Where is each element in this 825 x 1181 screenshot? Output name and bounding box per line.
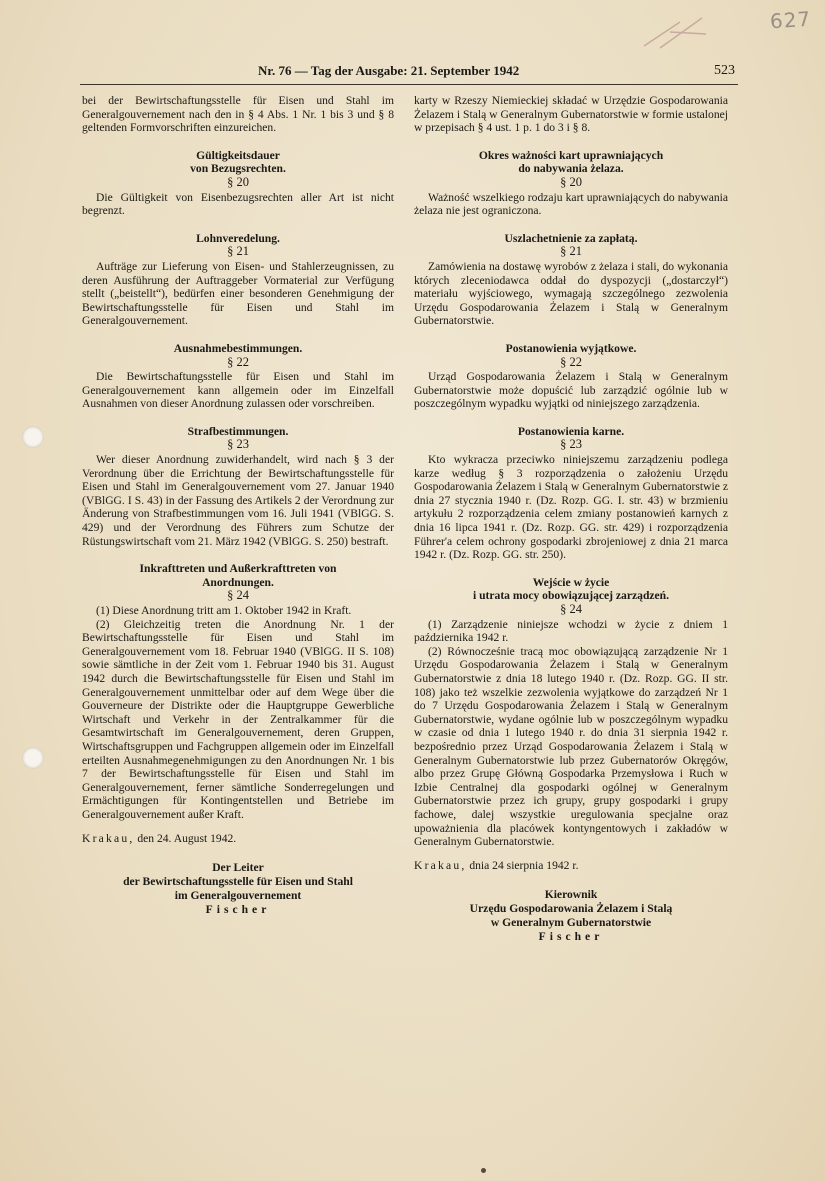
punch-hole-lower	[22, 747, 44, 769]
german-s22-heading: Ausnahmebestimmungen.	[173, 341, 303, 355]
german-s24-heading	[82, 562, 394, 589]
polish-s24-p1: (1) Zarządzenie niniejsze wchodzi w życie z dniem 1 października 1942 r.	[414, 617, 728, 645]
polish-s22-number: § 22	[560, 354, 582, 369]
polish-column	[414, 94, 728, 944]
polish-s24-title-line2: i utrata mocy obowiązującej zarządzeń.	[472, 589, 670, 603]
german-s20-heading	[82, 149, 394, 176]
german-s20-text: Die Gültigkeit von Eisenbezugsrechten aller Art ist nicht begrenzt.	[82, 190, 394, 218]
polish-sig-line2: Urzędu Gospodarowania Żelazem i Stalą	[469, 902, 673, 916]
german-s24-p2: (2) Gleichzeitig treten die Anordnung Nr. 1 der Bewirtschaftungsstelle für Eisen und Stahl im Generalgouvernement vom 18. Februar 1940 (VBlGG. II S. 108) sowie sämtliche in der Zeit vom 1. Februar 1940 bis 31. August 1942 durch die Bewirtschaftungsstelle für Eisen und Stahl im Generalgouvernement unmittelbar oder auf dem Wege über die Gouverneure der Distrikte oder die Hauptgruppe Gewerbliche Wirtschaft und Verkehr in der Zentralkammer für die Gesamtwirtschaft im Generalgouvernement, deren Gruppen, Wirtschaftsgruppen und Fachgruppen allgemein oder im Einzelfall erteilten Ausnahmegenehmigungen zu den Anordnungen Nr. 1 bis 7 der Bewirtschaftungsstelle für Eisen und Stahl im Generalgouvernement, ferner sämtliche Sonderregelungen und Ermächtigungen für Kontingentstellen und Betriebe im Generalgouvernement außer Kraft.	[82, 617, 394, 821]
german-sig-name: Fischer	[205, 903, 271, 917]
polish-s20-title-line2: do nabywania żelaza.	[518, 162, 624, 176]
german-place-date	[82, 832, 394, 846]
german-s22-number: § 22	[227, 354, 249, 369]
polish-s24-p2: (2) Równocześnie tracą moc obowiązującą zarządzenie Nr 1 Urzędu Gospodarowania Żelazem i Stalą w Generalnym Gubernatorstwie z dnia 18 lutego 1940 r. (Dz. Rozp. GG. II str. 108) jako też wszelkie zezwolenia wyjątkowe do zarządzeń Nr 1 do 7 Urzędu Gospodarowania Żelazem i Stalą w Generalnym Gubernatorstwie, wydane ogólnie lub w poszczególnym wypadku w czasie od dnia 1 lutego 1940 r. do dnia 31 sierpnia 1942 r. bezpośrednio przez Urząd Gospodarowania Żelazem i Stalą w Generalnym Gubernatorstwie lub przez Gubernatorów Okręgów, albo przez Grupę Główną Gospodarka Przemysłowa i Ruch w Izbie Centralnej dla gospodarki ogólnej w Generalnym Gubernatorstwie przez ich grupy, grupy gospodarki i grupy fachowe, dalej wszystkie uregulowania specjalne oraz upoważnienia dla placówek kontyngentowych i zakładów w Generalnym Gubernatorstwie.	[414, 644, 728, 849]
polish-s21-number: § 21	[560, 244, 582, 259]
polish-signature-block	[414, 888, 728, 944]
polish-s24-heading	[414, 576, 728, 603]
polish-s23-heading: Postanowienia karne.	[517, 424, 625, 438]
pencil-scribble-icon	[640, 12, 710, 52]
german-s23-number: § 23	[227, 437, 249, 452]
polish-place-date	[414, 859, 728, 873]
polish-s20-number: § 20	[560, 174, 582, 189]
german-s24-p1: (1) Diese Anordnung tritt am 1. Oktober 1942 in Kraft.	[96, 604, 352, 617]
punch-hole-upper	[22, 426, 44, 448]
german-date: den 24. August 1942.	[137, 831, 237, 845]
german-s24-title-line1: Inkrafttreten und Außerkrafttreten von	[139, 562, 337, 576]
polish-s22-text: Urząd Gospodarowania Żelazem i Stalą w Generalnym Gubernatorstwie może dopuścić lub zarządzić ogólnie lub w poszczególnym wypadku wyjątki od niniejszego zarządzenia.	[414, 370, 728, 411]
issue-number: Nr. 76	[258, 63, 292, 78]
german-s20-title-line2: von Bezugsrechten.	[190, 162, 286, 176]
header-divider	[80, 84, 738, 85]
german-place: Krakau,	[82, 831, 135, 845]
german-s20-title-line1: Gültigkeitsdauer	[196, 148, 280, 162]
german-s23-heading: Strafbestimmungen.	[187, 424, 289, 438]
issue-date: — Tag der Ausgabe: 21. September 1942	[294, 63, 520, 78]
polish-s23-number: § 23	[560, 437, 582, 452]
polish-place: Krakau,	[414, 858, 467, 872]
polish-date: dnia 24 sierpnia 1942 r.	[469, 858, 579, 872]
polish-s22-heading: Postanowienia wyjątkowe.	[505, 341, 637, 355]
german-sig-line1: Der Leiter	[212, 861, 264, 875]
polish-s20-text: Ważność wszelkiego rodzaju kart uprawniających do nabywania żelaza nie jest ograniczona.	[414, 190, 728, 218]
page-number: 523	[714, 63, 735, 78]
polish-sig-line1: Kierownik	[544, 888, 598, 902]
polish-s21-text: Zamówienia na dostawę wyrobów z żelaza i stali, do wykonania których zleceniodawca oddał do dyspozycji („dostarczył“) materiału wyjściowego, wymagają szczególnego zezwolenia Urzędu Gospodarowania Żelazem i Stalą w Generalnym Gubernatorstwie.	[414, 259, 728, 328]
german-s24-title-line2: Anordnungen.	[202, 575, 274, 589]
german-s21-number: § 21	[227, 244, 249, 259]
polish-sig-name: Fischer	[538, 930, 604, 944]
german-s23-text: Wer dieser Anordnung zuwiderhandelt, wird nach § 3 der Verordnung über die Errichtung der Bewirtschaftungsstelle für Eisen und Stahl im Generalgouvernement vom 27. Januar 1940 (VBlGG. I S. 43) in der Fassung des Artikels 2 der Verordnung zur Änderung von Strafbestimmungen vom 16. Juli 1941 (VBlGG. S. 429) und der Verordnung des Führers zum Schutze der Rüstungswirtschaft vom 21. März 1942 (VBlGG. S. 250) bestraft.	[82, 453, 394, 548]
german-column	[82, 94, 394, 917]
issue-line	[258, 63, 519, 79]
ink-spot	[481, 1168, 486, 1173]
german-s20-number: § 20	[227, 174, 249, 189]
handwritten-page-note: 627	[769, 6, 812, 34]
polish-s20-title-line1: Okres ważności kart uprawniających	[478, 148, 664, 162]
german-sig-line3: im Generalgouvernement	[174, 889, 302, 903]
page-header	[80, 63, 735, 83]
polish-s24-number: § 24	[560, 602, 582, 616]
german-s22-text: Die Bewirtschaftungsstelle für Eisen und Stahl im Generalgouvernement kann allgemein oder im Einzelfall Ausnahmen von dieser Anordnung zulassen oder vorschreiben.	[82, 370, 394, 411]
german-s24-number: § 24	[227, 588, 249, 603]
german-intro: bei der Bewirtschaftungsstelle für Eisen und Stahl im Generalgouvernement nach den in § 4 Abs. 1 Nr. 1 bis 3 und § 8 geltenden Formvorschriften einzureichen.	[82, 94, 394, 135]
polish-s23-text: Kto wykracza przeciwko niniejszemu zarządzeniu podlega karze według § 3 rozporządzenia o założeniu Urzędu Gospodarowania Żelazem i Stalą w Generalnym Gubernatorstwie z dnia 27 stycznia 1940 r. (Dz. Rozp. GG. I. str. 43) w brzmieniu artykułu 2 rozporządzenia celem zmiany postanowień karnych z dnia 16 lipca 1941 r. (Dz. Rozp. GG. str. 429) i rozporządzenia Führer'a celem ochrony gospodarki zbrojeniowej z dnia 21 marca 1942 r. (Dz. Rozp. GG. str. 250).	[414, 453, 728, 562]
german-signature-block	[82, 861, 394, 917]
polish-s24-title-line1: Wejście w życie	[532, 575, 610, 589]
polish-s21-heading: Uszlachetnienie za zapłatą.	[504, 231, 638, 245]
polish-sig-line3: w Generalnym Gubernatorstwie	[490, 916, 652, 930]
german-sig-line2: der Bewirtschaftungsstelle für Eisen und Stahl	[123, 875, 353, 889]
polish-intro: karty w Rzeszy Niemieckiej składać w Urzędzie Gospodarowania Żelazem i Stalą w Generalnym Gubernatorstwie w formie ustalonej w przepisach § 4 ust. 1 p. 1 do 3 i § 8.	[414, 94, 728, 135]
german-s21-text: Aufträge zur Lieferung von Eisen- und Stahlerzeugnissen, zu deren Ausführung der Auftraggeber Vormaterial zur Verfügung stellt („beistellt“), bedürfen einer besonderen Genehmigung der Bewirtschaftungsstelle für Eisen und Stahl im Generalgouvernement.	[82, 259, 394, 328]
polish-s20-heading	[414, 149, 728, 176]
german-s21-heading: Lohnveredelung.	[196, 231, 280, 245]
